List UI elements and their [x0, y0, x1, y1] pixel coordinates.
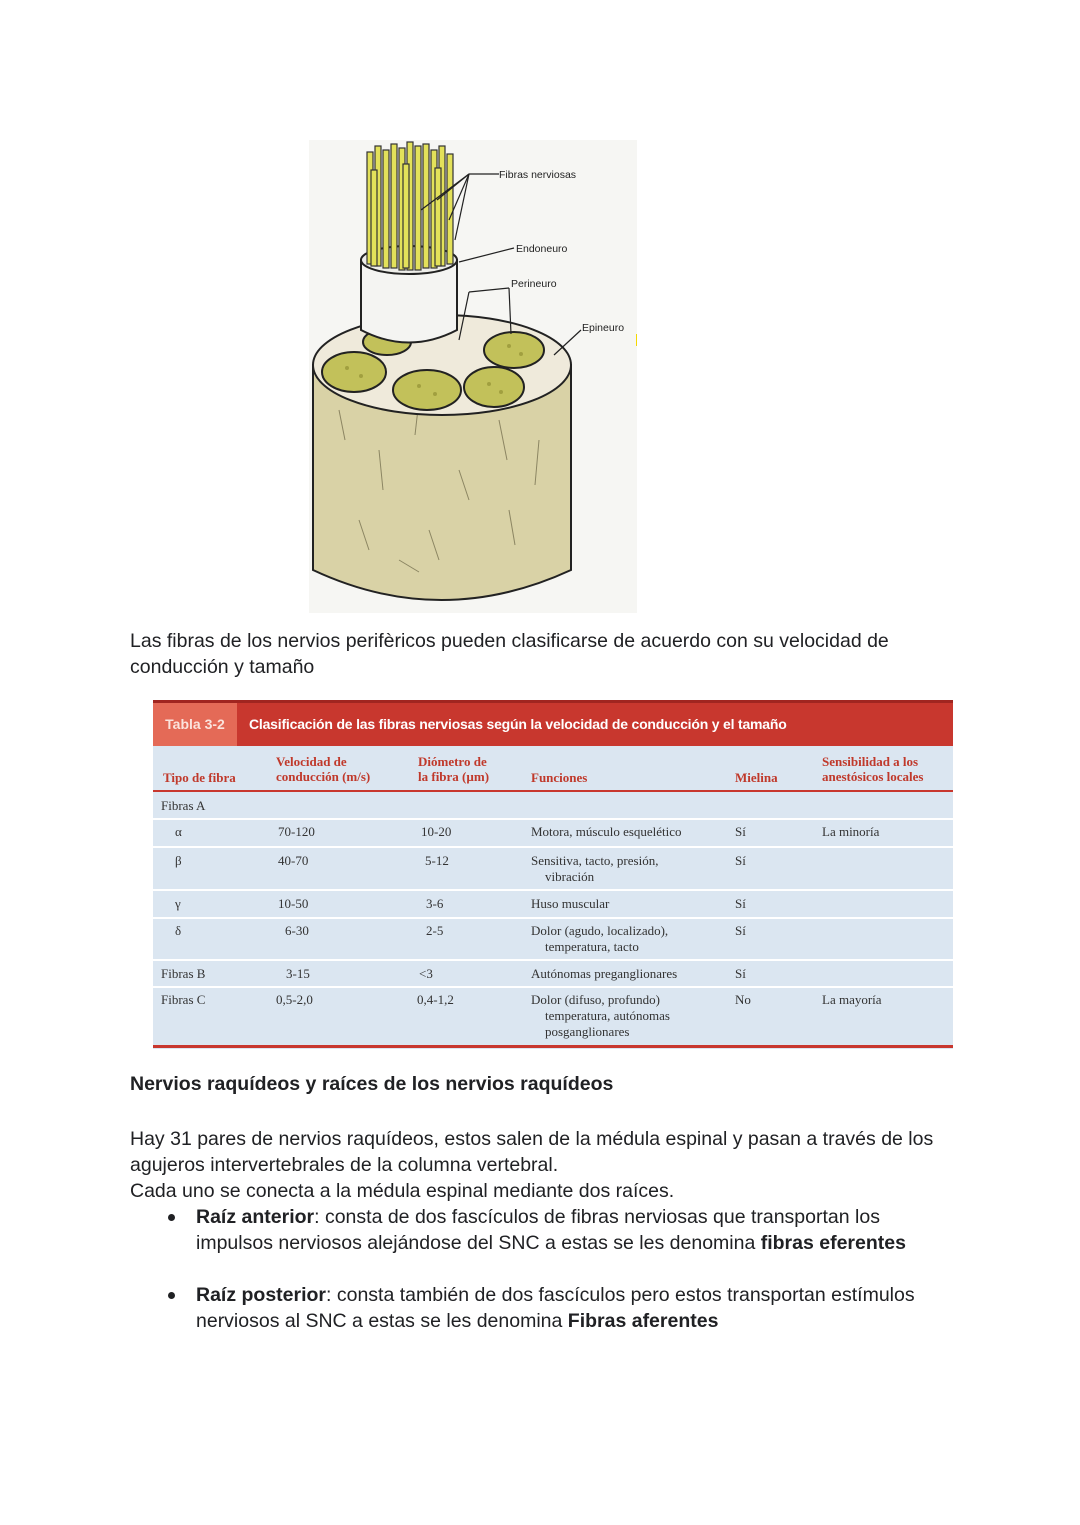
- list-item: [130, 1282, 960, 1334]
- cell-velocidad: 10-50: [278, 896, 309, 911]
- cell-tipo: Fibras B: [161, 966, 206, 981]
- table-caption: Clasificación de las fibras nerviosas según la velocidad de conducción y el tamaño: [249, 716, 787, 732]
- bullet-text: : consta de dos fascículos de fibras nerviosas que transportan los impulsos nerviosos alejándose del SNC a estas se les denomina: [196, 1206, 880, 1254]
- cell-funciones-cont: temperatura, tacto: [545, 939, 639, 954]
- header-diametro-line2: la fibra (µm): [418, 769, 490, 784]
- header-velocidad-line2: conducción (m/s): [276, 769, 371, 784]
- cell-funciones: Dolor (agudo, localizado),: [531, 923, 669, 938]
- body-line-1: Hay 31 pares de nervios raquídeos, estos salen de la médula espinal y pasan a través de los agujeros intervertebrales de la columna vertebral.: [130, 1128, 934, 1176]
- header-velocidad-line1: Velocidad de: [276, 754, 347, 769]
- cell-tipo: α: [175, 824, 182, 839]
- term-raiz-posterior: Raíz posterior: [196, 1284, 327, 1306]
- table-bottom-rule: [153, 1045, 953, 1048]
- cell-funciones: Sensitiva, tacto, presión,: [531, 853, 659, 868]
- cell-sensibilidad: La mayoría: [822, 992, 882, 1007]
- group-fibras-a: Fibras A: [161, 798, 206, 813]
- row-divider: [153, 959, 953, 961]
- cell-funciones: Autónomas preganglionares: [531, 966, 678, 981]
- cell-diametro: 2-5: [426, 923, 444, 938]
- header-mielina: Mielina: [735, 770, 778, 785]
- cell-mielina: Sí: [735, 966, 746, 981]
- cell-diametro: 0,4-1,2: [417, 992, 454, 1007]
- row-divider: [153, 917, 953, 919]
- cell-tipo: δ: [175, 923, 182, 938]
- header-sensibilidad-line1: Sensibilidad a los: [822, 754, 919, 769]
- cell-velocidad: 40-70: [278, 853, 309, 868]
- body-paragraph: [130, 1126, 960, 1204]
- cell-tipo: γ: [175, 896, 181, 911]
- header-diametro-line1: Diómetro de: [418, 754, 487, 769]
- header-tipo: Tipo de fibra: [163, 770, 236, 785]
- term-raiz-anterior: Raíz anterior: [196, 1206, 315, 1228]
- label-fibras-nerviosas: Fibras nerviosas: [499, 169, 577, 181]
- body-line-2: Cada uno se conecta a la médula espinal mediante dos raíces.: [130, 1180, 675, 1202]
- header-velocidad: [276, 754, 370, 784]
- header-funciones: Funciones: [531, 770, 588, 785]
- cell-funciones-cont: posganglionares: [545, 1024, 630, 1039]
- cell-funciones-cont: vibración: [545, 869, 595, 884]
- bullet-bold-end: fibras eferentes: [760, 1232, 906, 1254]
- label-perineuro: Perineuro: [511, 278, 557, 290]
- label-epineuro: Epineuro: [582, 322, 625, 334]
- cell-velocidad: 3-15: [286, 966, 310, 981]
- cell-diametro: <3: [419, 966, 433, 981]
- roots-list: [130, 1204, 960, 1334]
- bullet-icon: [168, 1214, 175, 1221]
- cell-sensibilidad: La minoría: [822, 824, 880, 839]
- cell-mielina: Sí: [735, 853, 746, 868]
- cell-velocidad: 70-120: [278, 824, 315, 839]
- cell-diametro: 5-12: [425, 853, 449, 868]
- cell-tipo: Fibras C: [161, 992, 206, 1007]
- row-divider: [153, 846, 953, 848]
- bullet-icon: [168, 1292, 175, 1299]
- list-item: [130, 1204, 960, 1256]
- header-diametro: [418, 754, 489, 784]
- section-heading: Nervios raquídeos y raíces de los nervios raquídeos: [130, 1073, 614, 1095]
- bullet-bold-end: Fibras aferentes: [567, 1310, 719, 1332]
- table-tag: Tabla 3-2: [153, 703, 237, 746]
- cell-velocidad: 0,5-2,0: [276, 992, 313, 1007]
- row-divider: [153, 818, 953, 820]
- cell-funciones: Huso muscular: [531, 896, 610, 911]
- row-divider: [153, 889, 953, 891]
- cell-mielina: Sí: [735, 896, 746, 911]
- cell-diametro: 10-20: [421, 824, 452, 839]
- label-endoneuro: Endoneuro: [516, 243, 568, 255]
- header-sensibilidad: [822, 754, 923, 784]
- cell-mielina: No: [735, 992, 751, 1007]
- cell-funciones: Dolor (difuso, profundo): [531, 992, 660, 1007]
- nerve-illustration: [309, 140, 637, 613]
- header-rule: [153, 790, 953, 792]
- header-sensibilidad-line2: anestósicos locales: [822, 769, 924, 784]
- cell-funciones-cont: temperatura, autónomas: [545, 1008, 670, 1023]
- cell-mielina: Sí: [735, 824, 746, 839]
- row-divider: [153, 986, 953, 988]
- cell-tipo: β: [175, 853, 182, 868]
- bullet-text: : consta también de dos fascículos pero estos transportan estímulos nerviosos al SNC a estas se les denomina: [196, 1284, 915, 1332]
- cell-velocidad: 6-30: [285, 923, 309, 938]
- table-header-bar: [153, 700, 953, 746]
- cell-mielina: Sí: [735, 923, 746, 938]
- intro-paragraph: Las fibras de los nervios perifèricos pueden clasificarse de acuerdo con su velocidad de conducción y tamaño: [130, 630, 889, 678]
- fiber-classification-table: [153, 700, 953, 1049]
- cell-funciones: Motora, músculo esquelético: [531, 824, 682, 839]
- cell-diametro: 3-6: [426, 896, 444, 911]
